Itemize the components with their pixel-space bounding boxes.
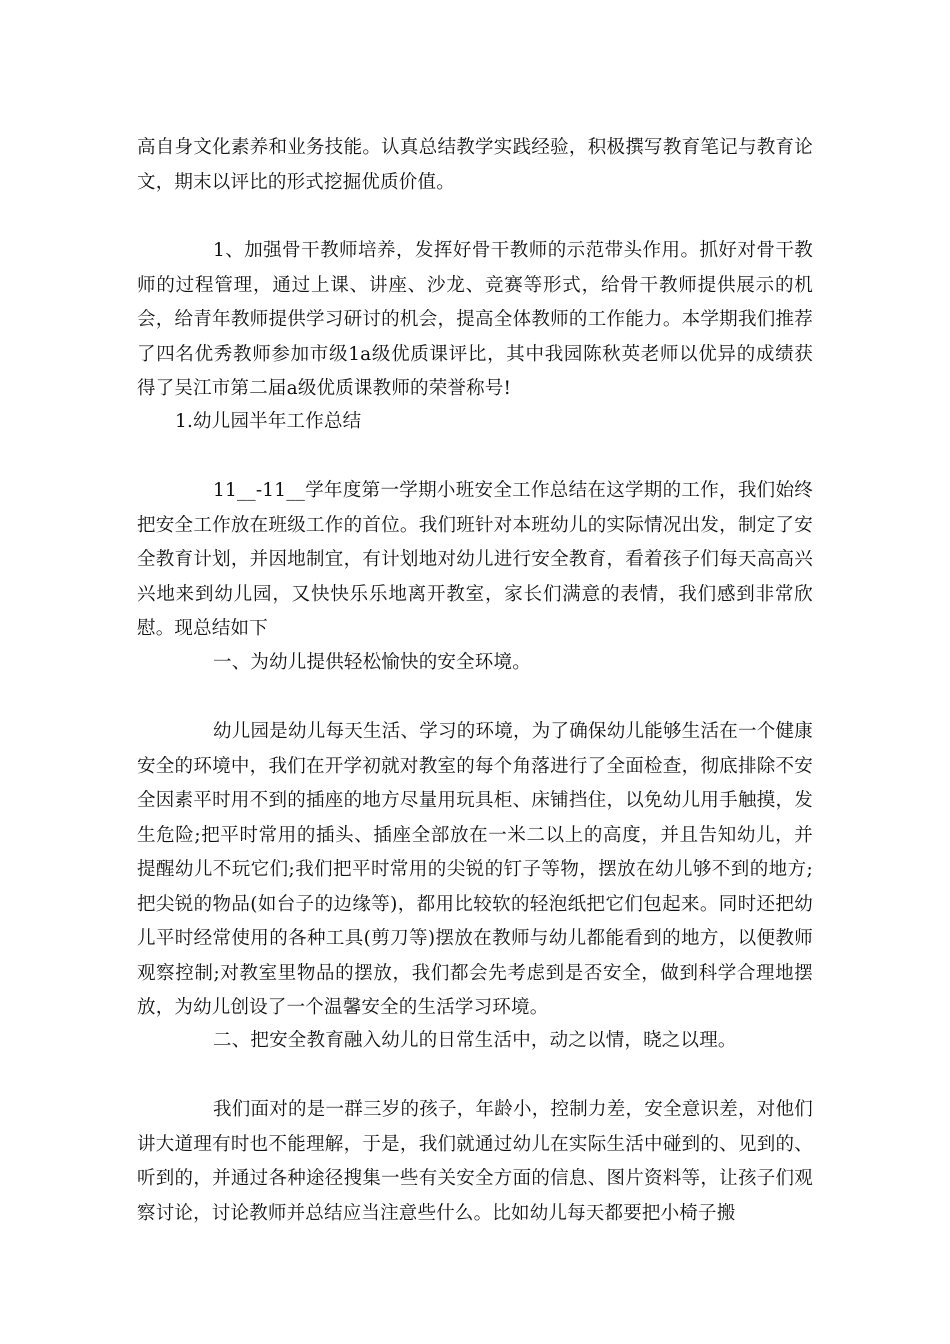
subheading-safe-environment: 一、为幼儿提供轻松愉快的安全环境。 [213,652,531,673]
paragraph-intro-continuation: 高自身文化素养和业务技能。认真总结教学实践经验，积极撰写教育笔记与教育论文，期末以评比的形式挖掘优质价值。 [137,137,813,193]
subheading-daily-safety-education: 二、把安全教育融入幼儿的日常生活中，动之以情，晓之以理。 [213,1030,737,1051]
paragraph-backbone-teachers: 1、加强骨干教师培养，发挥好骨干教师的示范带头作用。抓好对骨干教师的过程管理，通过上课、讲座、沙龙、竞赛等形式，给骨干教师提供展示的机会，给青年教师提供学习研讨的机会，提高全体教师的工作能力。本学期我们推荐了四名优秀教师参加市级1a级优质课评比，其中我园陈秋英老师以优异的成绩获得了吴江市第二届a级优质课教师的荣誉称号! [137,240,813,399]
section-heading-half-year-summary: 1.幼儿园半年工作总结 [175,411,362,432]
paragraph-daily-safety-education: 我们面对的是一群三岁的孩子，年龄小，控制力差，安全意识差，对他们讲大道理有时也不能理解，于是，我们就通过幼儿在实际生活中碰到的、见到的、听到的，并通过各种途径搜集一些有关安全方面的信息、图片资料等，让孩子们观察讨论，讨论教师并总结应当注意些什么。比如幼儿每天都要把小椅子搬 [137,1099,813,1224]
paragraph-safe-environment: 幼儿园是幼儿每天生活、学习的环境，为了确保幼儿能够生活在一个健康安全的环境中，我们在开学初就对教室的每个角落进行了全面检查，彻底排除不安全因素平时用不到的插座的地方尽量用玩具柜、床铺挡住，以免幼儿用手触摸，发生危险;把平时常用的插头、插座全部放在一米二以上的高度，并且告知幼儿，并提醒幼儿不玩它们;我们把平时常用的尖锐的钉子等物，摆放在幼儿够不到的地方;把尖锐的物品(如台子的边缘等)，都用比较软的轻泡纸把它们包起来。同时还把幼儿平时经常使用的各种工具(剪刀等)摆放在教师与幼儿都能看到的地方，以便教师观察控制;对教室里物品的摆放，我们都会先考虑到是否安全，做到科学合理地摆放，为幼儿创设了一个温馨安全的生活学习环境。 [137,721,813,1018]
paragraph-safety-summary-intro: 11__-11__学年度第一学期小班安全工作总结在这学期的工作，我们始终把安全工作放在班级工作的首位。我们班针对本班幼儿的实际情况出发，制定了安全教育计划，并因地制宜，有计划地对幼儿进行安全教育，看着孩子们每天高高兴兴地来到幼儿园，又快快乐乐地离开教室，家长们满意的表情，我们感到非常欣慰。现总结如下 [137,480,813,639]
